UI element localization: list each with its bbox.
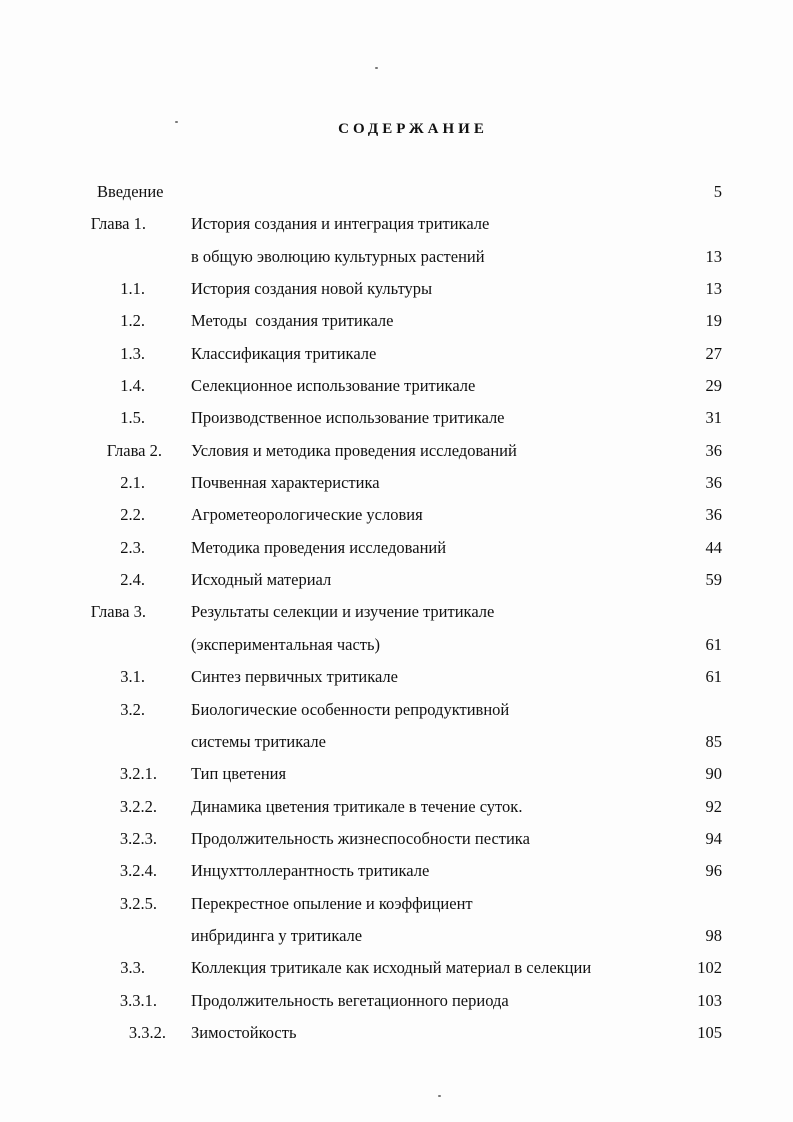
toc-entry-text: инбридинга у тритикале	[191, 925, 363, 945]
toc-entry-page: 5	[713, 182, 722, 201]
toc-entry-number: 1.4.	[120, 376, 145, 396]
toc-entry-page: 44	[705, 537, 722, 557]
toc-entry-text: Зимостойкость	[191, 1022, 297, 1042]
toc-entry-text: Условия и методика проведения исследований	[191, 440, 517, 460]
toc-entry-number: 1.1.	[120, 279, 145, 299]
toc-entry-page: 61	[705, 667, 722, 687]
toc-entry-page: 31	[705, 408, 722, 428]
toc-entry-3-2-4	[0, 855, 793, 887]
toc-entry-text: Динамика цветения тритикале в течение суток.	[191, 796, 523, 816]
toc-entry-page: 29	[705, 376, 722, 396]
toc-entry-number: Глава 2.	[106, 440, 162, 460]
toc-entry-number: 3.2.4.	[119, 861, 157, 881]
toc-entry-page: 102	[697, 958, 722, 978]
scan-speck	[438, 1095, 441, 1097]
toc-entry-2-2	[0, 499, 793, 531]
toc-entry-3-2	[0, 694, 793, 726]
toc-entry-intro	[0, 176, 793, 208]
toc-entry-3-2-5-cont	[0, 920, 793, 952]
toc-entry-2-3	[0, 532, 793, 564]
toc-entry-1-1	[0, 273, 793, 305]
toc-entry-3-1	[0, 661, 793, 693]
toc-entry-number: 1.3.	[120, 343, 145, 363]
toc-entry-text: Синтез первичных тритикале	[191, 667, 398, 687]
toc-entry-page: 59	[705, 570, 722, 590]
toc-entry-chapter-3	[0, 596, 793, 628]
scan-speck	[375, 67, 378, 69]
toc-entry-page: 85	[705, 731, 722, 751]
toc-entry-number: 3.2.5.	[119, 893, 157, 913]
toc-entry-2-1	[0, 467, 793, 499]
toc-entry-page: 27	[705, 343, 722, 363]
toc-entry-text: Продолжительность вегетационного периода	[191, 990, 509, 1010]
toc-entry-3-2-5	[0, 888, 793, 920]
toc-entry-page: 105	[697, 1022, 722, 1042]
toc-entry-text: в общую эволюцию культурных растений	[191, 246, 485, 266]
toc-entry-chapter-2	[0, 435, 793, 467]
toc-entry-page: 36	[705, 440, 722, 460]
toc-entry-text: Методика проведения исследований	[191, 537, 447, 557]
toc-entry-number: 3.1.	[120, 667, 145, 687]
toc-entry-text: Биологические особенности репродуктивной	[191, 699, 510, 719]
toc-entry-page: 90	[705, 764, 722, 784]
toc-entry-page: 103	[697, 990, 722, 1010]
toc-entry-text: Перекрестное опыление и коэффициент	[191, 893, 473, 913]
toc-entry-text: Исходный материал	[191, 570, 332, 590]
toc-entry-chapter-1	[0, 208, 793, 240]
toc-entry-text: Продолжительность жизнеспособности пестика	[191, 828, 530, 848]
toc-entry-text: Селекционное использование тритикале	[191, 376, 476, 396]
toc-entry-1-4	[0, 370, 793, 402]
toc-entry-number: 1.2.	[120, 311, 145, 331]
toc-entry-text: История создания новой культуры	[191, 279, 433, 299]
toc-entry-text: История создания и интеграция тритикале	[191, 214, 490, 234]
toc-entry-text: системы тритикале	[191, 731, 326, 751]
toc-entry-page: 36	[705, 473, 722, 493]
toc-entry-3-2-cont	[0, 726, 793, 758]
toc-entry-number: 3.2.	[120, 699, 145, 719]
toc-entry-number: Глава 3.	[90, 602, 146, 622]
toc-entry-1-5	[0, 402, 793, 434]
table-of-contents	[0, 176, 793, 1049]
toc-entry-number: 1.5.	[120, 408, 145, 428]
toc-entry-text: (экспериментальная часть)	[191, 634, 381, 654]
toc-entry-page: 13	[705, 246, 722, 266]
toc-entry-number: 3.3.1.	[119, 990, 157, 1010]
toc-entry-number: 3.2.2.	[119, 796, 157, 816]
page-title: СОДЕРЖАНИЕ	[338, 121, 488, 137]
toc-entry-number: 3.3.2.	[128, 1022, 166, 1042]
toc-entry-page: 92	[705, 796, 722, 816]
toc-entry-3-3-1	[0, 985, 793, 1017]
toc-entry-2-4	[0, 564, 793, 596]
toc-entry-3-2-3	[0, 823, 793, 855]
toc-entry-3-3	[0, 952, 793, 984]
toc-entry-text: Методы создания тритикале	[191, 311, 394, 331]
toc-entry-text: Инцухттоллерантность тритикале	[191, 861, 430, 881]
toc-entry-3-3-2	[0, 1017, 793, 1049]
toc-entry-text: Введение	[97, 182, 164, 201]
toc-entry-page: 36	[705, 505, 722, 525]
toc-entry-number: 2.3.	[120, 537, 145, 557]
toc-entry-text: Агрометеорологические условия	[191, 505, 423, 525]
toc-entry-page: 61	[705, 634, 722, 654]
toc-entry-text: Почвенная характеристика	[191, 473, 380, 493]
toc-entry-text: Тип цветения	[191, 764, 287, 784]
toc-entry-page: 94	[705, 828, 722, 848]
toc-entry-text: Производственное использование тритикале	[191, 408, 505, 428]
toc-entry-text: Классификация тритикале	[191, 343, 377, 363]
toc-entry-page: 96	[705, 861, 722, 881]
toc-entry-chapter-1-cont	[0, 241, 793, 273]
toc-entry-chapter-3-cont	[0, 629, 793, 661]
toc-entry-number: 2.4.	[120, 570, 145, 590]
toc-entry-1-2	[0, 305, 793, 337]
toc-entry-number: 3.2.1.	[119, 764, 157, 784]
toc-entry-number: 2.1.	[120, 473, 145, 493]
toc-entry-text: Результаты селекции и изучение тритикале	[191, 602, 495, 622]
toc-entry-number: 3.3.	[120, 958, 145, 978]
toc-entry-1-3	[0, 338, 793, 370]
toc-entry-3-2-1	[0, 758, 793, 790]
toc-entry-text: Коллекция тритикале как исходный материал в селекции	[191, 958, 592, 978]
toc-entry-page: 19	[705, 311, 722, 331]
toc-entry-page: 13	[705, 279, 722, 299]
toc-entry-number: 3.2.3.	[119, 828, 157, 848]
toc-entry-page: 98	[705, 925, 722, 945]
toc-entry-number: 2.2.	[120, 505, 145, 525]
toc-entry-3-2-2	[0, 791, 793, 823]
toc-entry-number: Глава 1.	[90, 214, 146, 234]
